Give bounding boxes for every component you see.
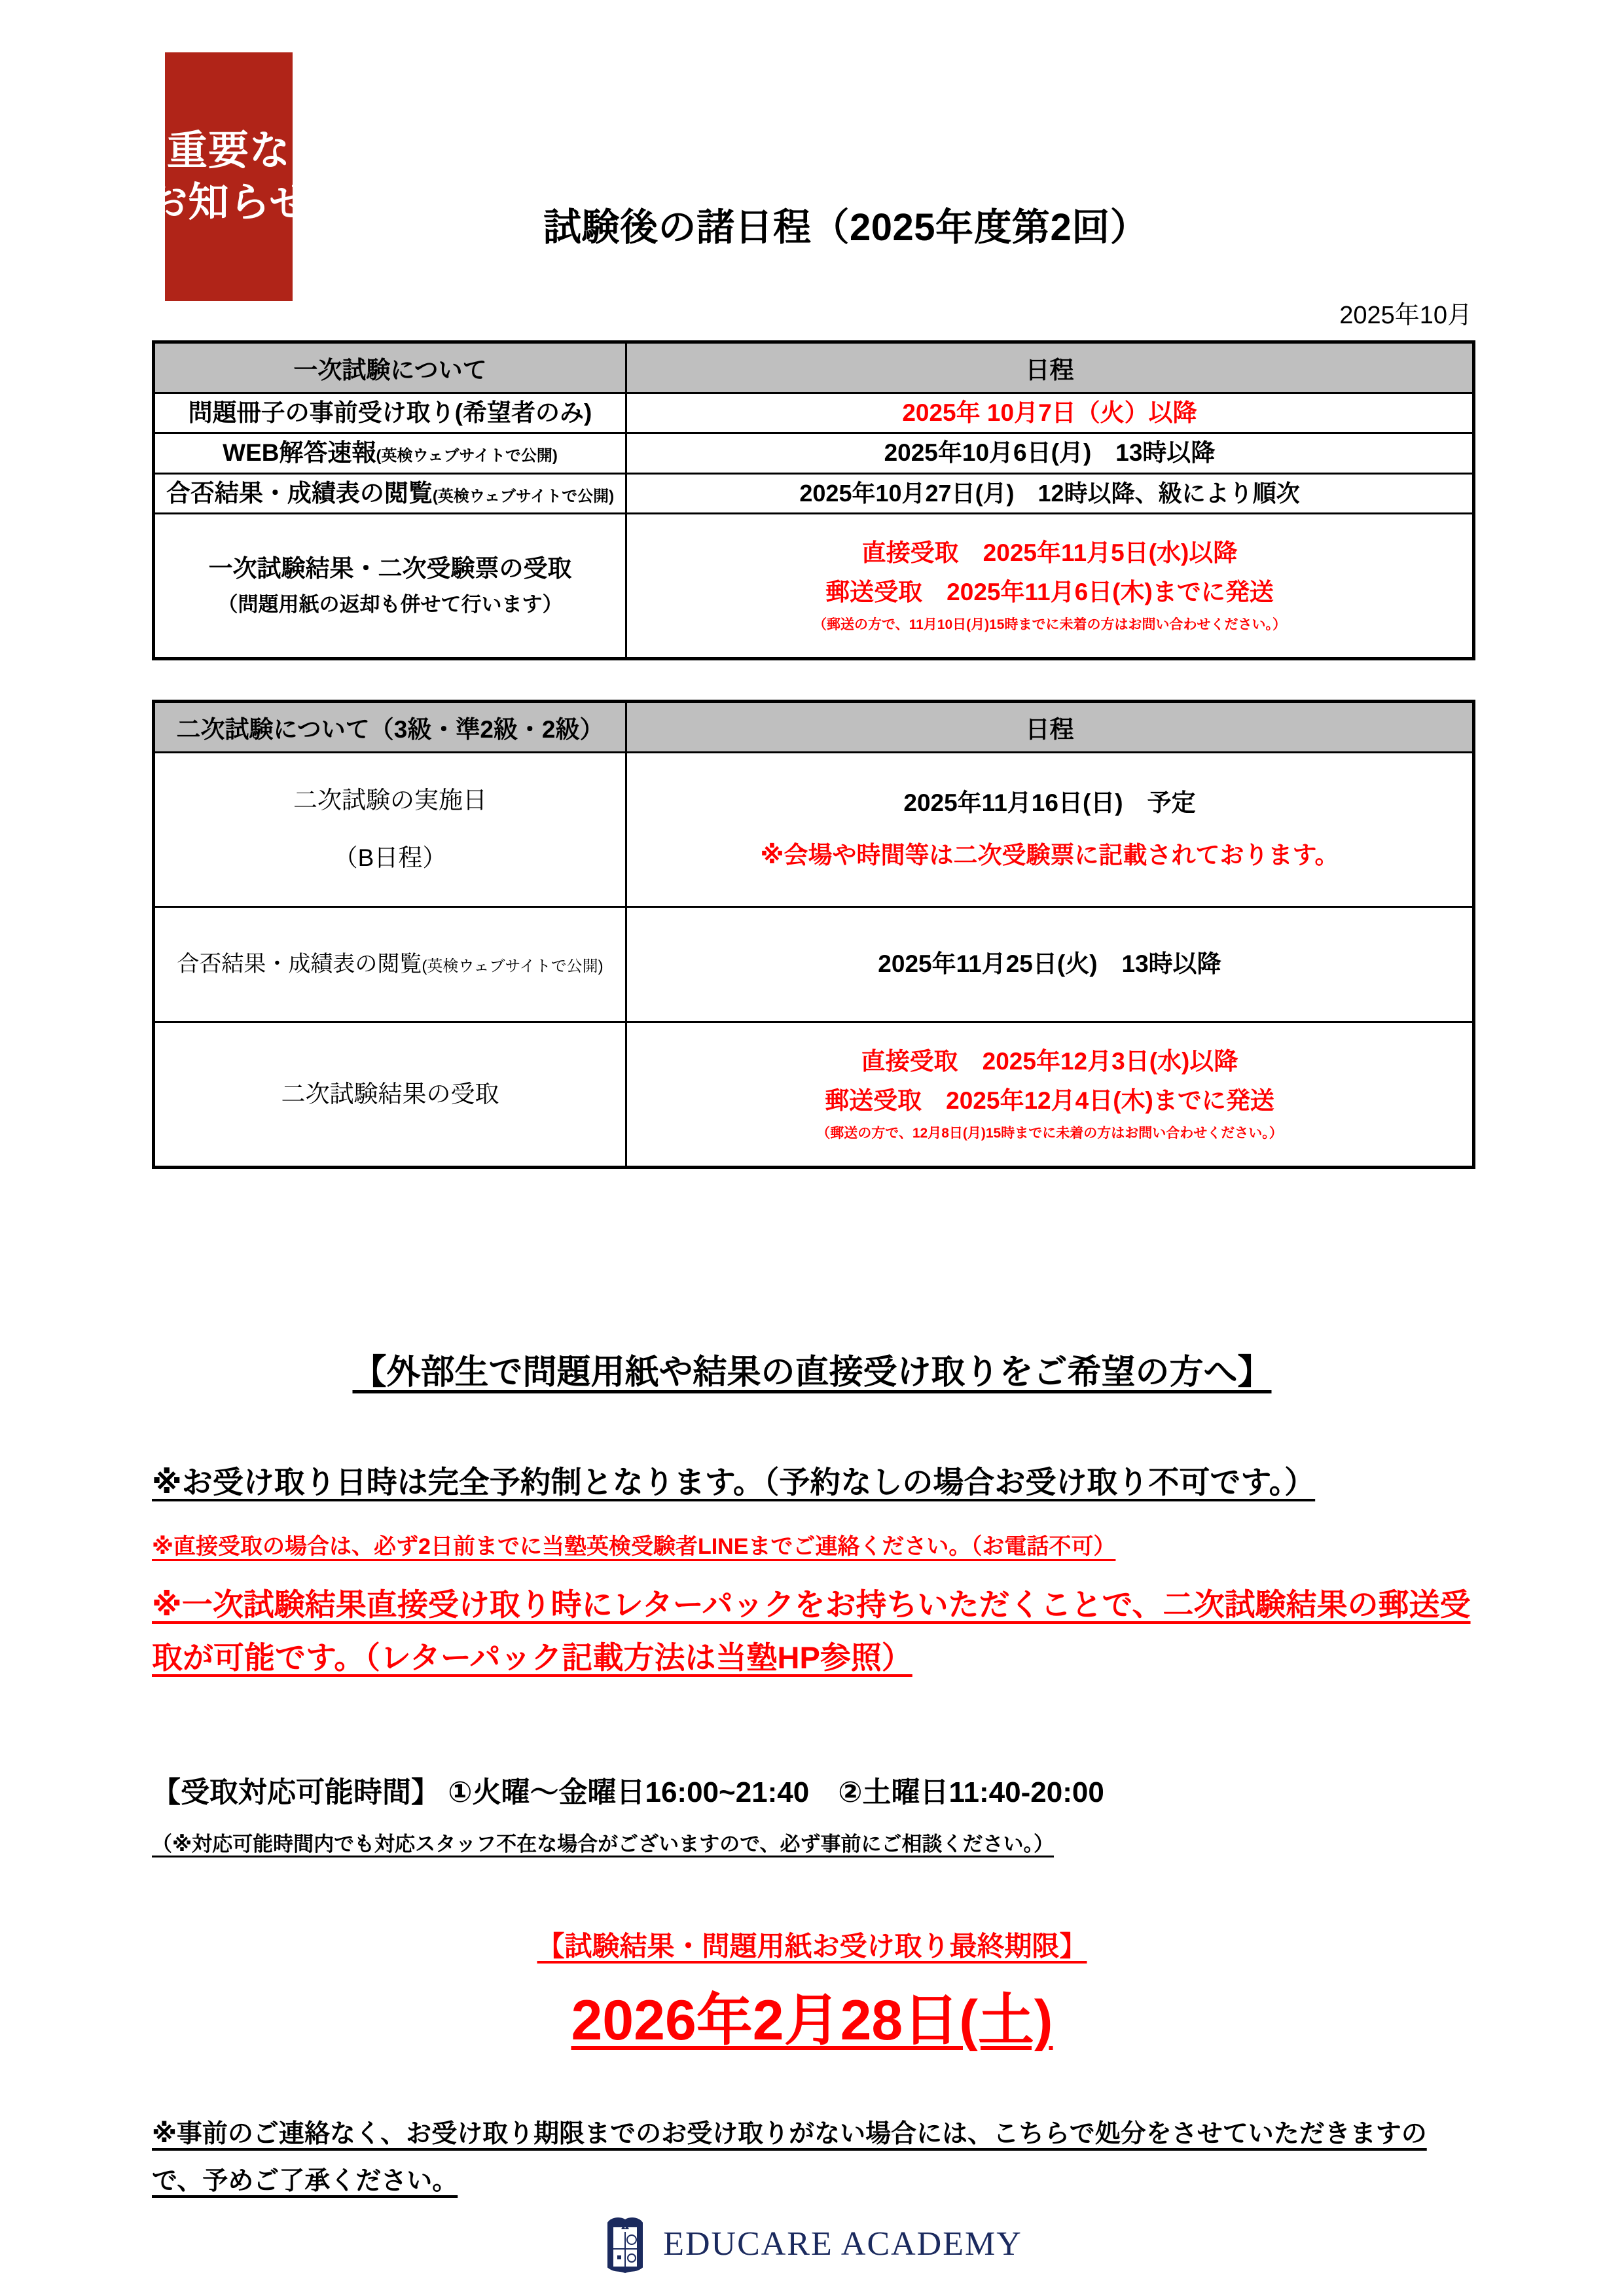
row-date-secondary: 郵送受取 2025年12月4日(木)までに発送 [825, 1086, 1274, 1114]
table-spacer [0, 660, 1624, 700]
row-date-footnote: （郵送の方で、12月8日(月)15時までに未着の方はお問い合わせください。） [816, 1125, 1283, 1141]
row-date-value: 2025年10月6日(月) 13時以降 [884, 439, 1216, 467]
column-header-date: 日程 [626, 342, 1474, 393]
row-date-footnote: （郵送の方で、11月10日(月)15時までに未着の方はお問い合わせください。） [813, 617, 1286, 632]
brand-name: EDUCARE ACADEMY [663, 2225, 1022, 2263]
row-item-cell [154, 513, 626, 658]
table-row [154, 752, 1474, 906]
school-crest-icon [602, 2212, 649, 2275]
paragraph-reservation [152, 1456, 1472, 1509]
deadline-label-text: 【試験結果・問題用紙お受け取り最終期限】 [537, 1930, 1087, 1962]
second-exam-schedule-table [152, 700, 1475, 1169]
row-item-cell [154, 393, 626, 433]
row-date-cell [626, 906, 1474, 1022]
row-date-value: 直接受取 2025年11月5日(水)以降 [861, 539, 1238, 566]
first-exam-table-wrapper [0, 340, 1624, 660]
row-item-label: 一次試験結果・二次受験票の受取 [208, 555, 572, 583]
deadline-date-text: 2026年2月28日(土) [571, 1988, 1053, 2052]
row-date-cell [626, 752, 1474, 906]
table-row [154, 513, 1474, 658]
table-row [154, 473, 1474, 513]
row-date-secondary: 郵送受取 2025年11月6日(木)までに発送 [825, 578, 1274, 605]
section-heading-text: 【外部生で問題用紙や結果の直接受け取りをご希望の方へ】 [352, 1353, 1272, 1391]
row-item-cell [154, 752, 626, 906]
paragraph-line-contact-text: ※直接受取の場合は、必ず2日前までに当塾英検受験者LINEまでご連絡ください。（お電話不可） [152, 1534, 1116, 1559]
row-item-label: WEB解答速報 [223, 439, 376, 467]
row-date-cell [626, 513, 1474, 658]
closing-note-text: ※事前のご連絡なく、お受け取り期限までのお受け取りがない場合には、こちらで処分をさせていただきますので、予めご了承ください。 [152, 2119, 1427, 2195]
table-header-row [154, 342, 1474, 393]
paragraph-reservation-text: ※お受け取り日時は完全予約制となります。（予約なしの場合お受け取り不可です。） [152, 1464, 1316, 1499]
paragraph-letterpack-text: ※一次試験結果直接受け取り時にレターパックをお持ちいただくことで、二次試験結果の郵送受取が可能です。（レターパック記載方法は当塾HP参照） [152, 1587, 1471, 1675]
row-item-label: 二次試験結果の受取 [281, 1080, 499, 1107]
table-row [154, 1022, 1474, 1167]
notes-section [0, 1344, 1624, 2205]
row-date-secondary: ※会場や時間等は二次受験票に記載されております。 [760, 842, 1339, 869]
document-date: 2025年10月 [1339, 302, 1472, 329]
pickup-hours-heading: 【受取対応可能時間】 ①火曜～金曜日16:00~21:40 ②土曜日11:40-20:00 [152, 1776, 1104, 1808]
row-date-cell [626, 473, 1474, 513]
badge-line-1: 重要な [166, 128, 291, 173]
first-exam-schedule-table [152, 340, 1475, 660]
table-row [154, 906, 1474, 1022]
row-date-value: 2025年 10月7日（火）以降 [902, 399, 1197, 426]
row-item-cell [154, 1022, 626, 1167]
pickup-hours-note-text: （※対応可能時間内でも対応スタッフ不在な場合がございますので、必ず事前にご相談ください。） [152, 1832, 1055, 1856]
important-notice-badge [147, 52, 311, 301]
row-item-cell [154, 906, 626, 1022]
row-date-value: 直接受取 2025年12月3日(水)以降 [861, 1047, 1238, 1075]
row-item-label: 合否結果・成績表の閲覧 [177, 952, 422, 977]
document-footer [0, 2191, 1624, 2296]
table-header-row [154, 701, 1474, 752]
row-date-value: 2025年11月25日(火) 13時以降 [878, 950, 1221, 978]
column-header-item: 一次試験について [154, 342, 626, 393]
column-header-item: 二次試験について（3級・準2級・2級） [154, 701, 626, 752]
row-date-cell [626, 1022, 1474, 1167]
table-row [154, 433, 1474, 473]
paragraph-line-contact [152, 1529, 1472, 1564]
row-date-cell [626, 393, 1474, 433]
page-title: 試験後の諸日程（2025年度第2回） [543, 206, 1149, 249]
paragraph-letterpack [152, 1579, 1472, 1685]
second-exam-table-wrapper [0, 700, 1624, 1169]
row-date-value: 2025年11月16日(日) 予定 [903, 789, 1196, 817]
row-item-cell [154, 433, 626, 473]
row-item-subnote: （B日程） [333, 844, 447, 872]
table-row [154, 393, 1474, 433]
row-date-cell [626, 433, 1474, 473]
row-date-value: 2025年10月27日(月) 12時以降、級により順次 [799, 480, 1300, 507]
row-item-label: 問題冊子の事前受け取り(希望者のみ) [188, 399, 592, 426]
badge-line-2: お知らせ [147, 180, 311, 225]
row-item-subnote: (英検ウェブサイトで公開) [422, 958, 604, 975]
document-header [0, 0, 1624, 340]
row-item-subnote: (英検ウェブサイトで公開) [432, 487, 615, 505]
row-item-cell [154, 473, 626, 513]
row-item-subnote: （問題用紙の返却も併せて行います） [217, 593, 563, 617]
row-item-subnote: (英検ウェブサイトで公開) [376, 447, 558, 465]
row-item-label: 二次試験の実施日 [293, 787, 487, 814]
section-heading [152, 1344, 1472, 1393]
pickup-hours-note [152, 1827, 1472, 1857]
column-header-date: 日程 [626, 701, 1474, 752]
deadline-label [152, 1925, 1472, 1964]
row-item-label: 合否結果・成績表の閲覧 [166, 479, 433, 507]
deadline-date [152, 1975, 1472, 2056]
